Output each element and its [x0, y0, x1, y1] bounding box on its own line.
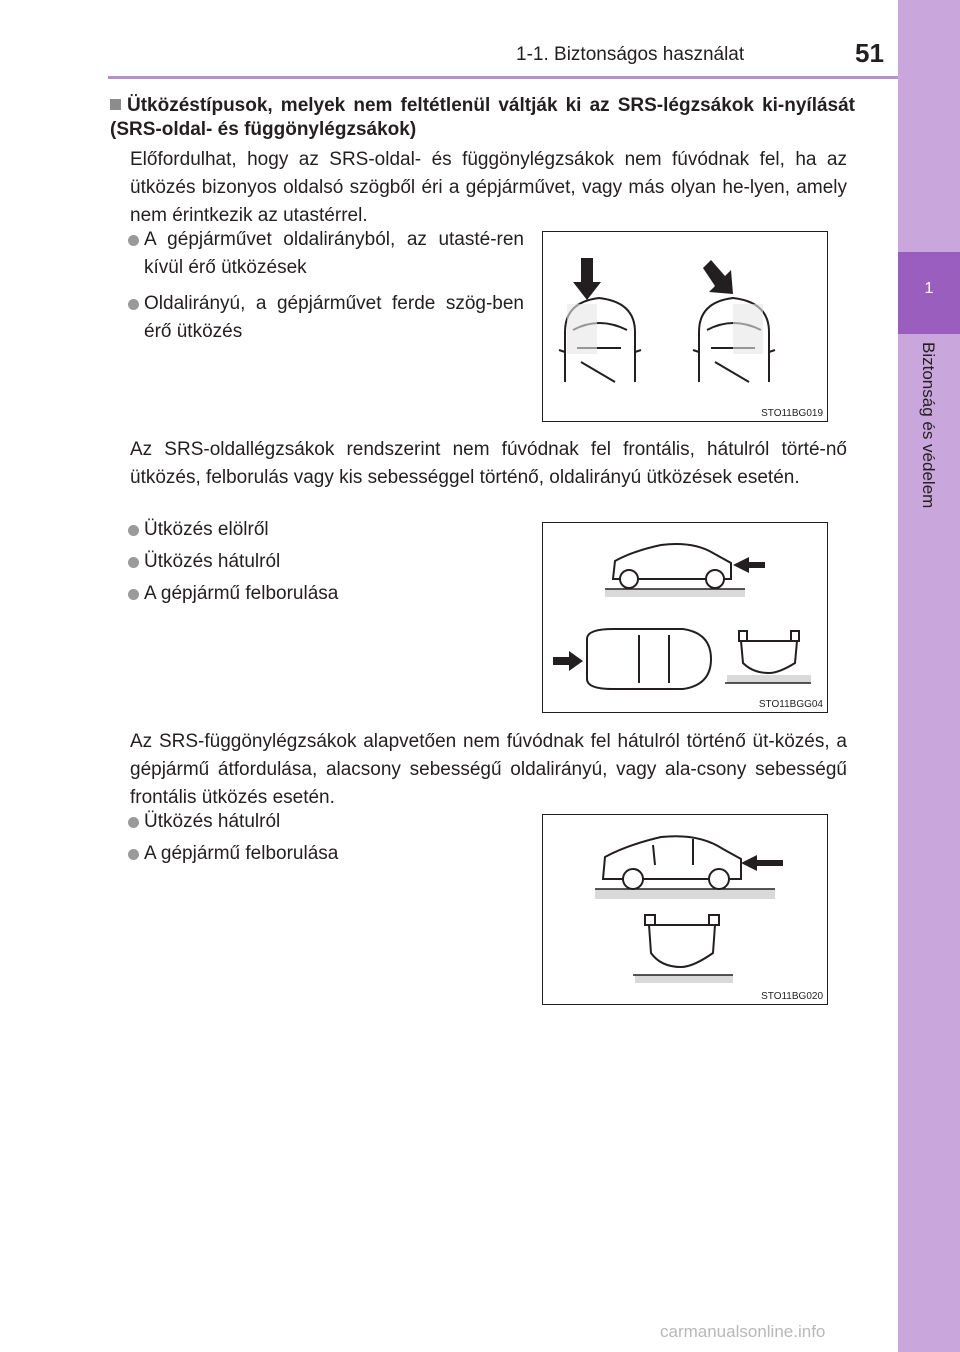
bullet-list-2: [128, 516, 508, 608]
list-item: [128, 808, 508, 836]
square-bullet-icon: [110, 99, 121, 110]
header-divider: [108, 76, 898, 79]
bullet-dot-icon: [128, 817, 139, 828]
bullet-list-1: [128, 226, 524, 346]
list-item-text: Oldalirányú, a gépjárművet ferde szög-ben érő ütközés: [144, 293, 524, 342]
chapter-label: Biztonság és védelem: [919, 342, 938, 509]
list-item: [128, 548, 508, 576]
bullet-dot-icon: [128, 299, 139, 310]
section-heading: [110, 94, 855, 142]
bullet-dot-icon: [128, 557, 139, 568]
chapter-tab[interactable]: [898, 252, 960, 334]
rear-rollover-illustration: [543, 815, 827, 1004]
bullet-dot-icon: [128, 235, 139, 246]
figure-side-impact: [542, 231, 828, 422]
list-item-text: Ütközés hátulról: [144, 811, 281, 832]
chapter-side-strip: [898, 0, 960, 1352]
list-item: [128, 226, 524, 282]
side-impact-illustration: [543, 232, 827, 421]
list-item-text: A gépjármű felborulása: [144, 843, 339, 864]
figure-code: STO11BG019: [761, 408, 823, 419]
chapter-number: 1: [924, 280, 934, 297]
page-number: 51: [855, 38, 884, 68]
list-item-text: A gépjárművet oldalirányból, az utasté-ren kívül érő ütközések: [144, 229, 524, 278]
list-item: [128, 580, 508, 608]
list-item-text: Ütközés elölről: [144, 519, 269, 540]
list-item-text: A gépjármű felborulása: [144, 583, 339, 604]
bullet-list-3: [128, 808, 508, 868]
bullet-dot-icon: [128, 525, 139, 536]
paragraph-side-angle: Előfordulhat, hogy az SRS-oldal- és függönylégzsákok nem fúvódnak fel, ha az ütközés bizonyos oldalsó szögből éri a gépjárművet, vagy más olyan he-lyen, amely nem érintkezik az utastérrel.: [130, 149, 847, 226]
front-rear-rollover-illustration: [543, 523, 827, 712]
paragraph-side-airbags: Az SRS-oldallégzsákok rendszerint nem fúvódnak fel frontális, hátulról törté-nő ütközés, felborulás vagy kis sebességgel történő, oldalirányú ütközések esetén.: [130, 439, 847, 488]
bullet-dot-icon: [128, 589, 139, 600]
figure-rear-rollover: [542, 814, 828, 1005]
list-item-text: Ütközés hátulról: [144, 551, 281, 572]
list-item: [128, 840, 508, 868]
figure-code: STO11BG020: [761, 991, 823, 1002]
footer-watermark: carmanualsonline.info: [660, 1322, 826, 1341]
paragraph-curtain-airbags: Az SRS-függönylégzsákok alapvetően nem fúvódnak fel hátulról történő üt-közés, a gépjármű átfordulása, alacsony sebességű oldalirányú, vagy ala-csony sebességű frontális ütközés esetén.: [130, 731, 847, 808]
figure-front-rear-rollover: [542, 522, 828, 713]
list-item: [128, 290, 524, 346]
section-heading-text: Ütközéstípusok, melyek nem feltétlenül váltják ki az SRS-légzsákok ki-nyílását (SRS-oldal- és függönylégzsákok): [110, 95, 855, 140]
list-item: [128, 516, 508, 544]
section-title: 1-1. Biztonságos használat: [516, 44, 745, 65]
bullet-dot-icon: [128, 849, 139, 860]
figure-code: STO11BGG04: [758, 699, 823, 710]
